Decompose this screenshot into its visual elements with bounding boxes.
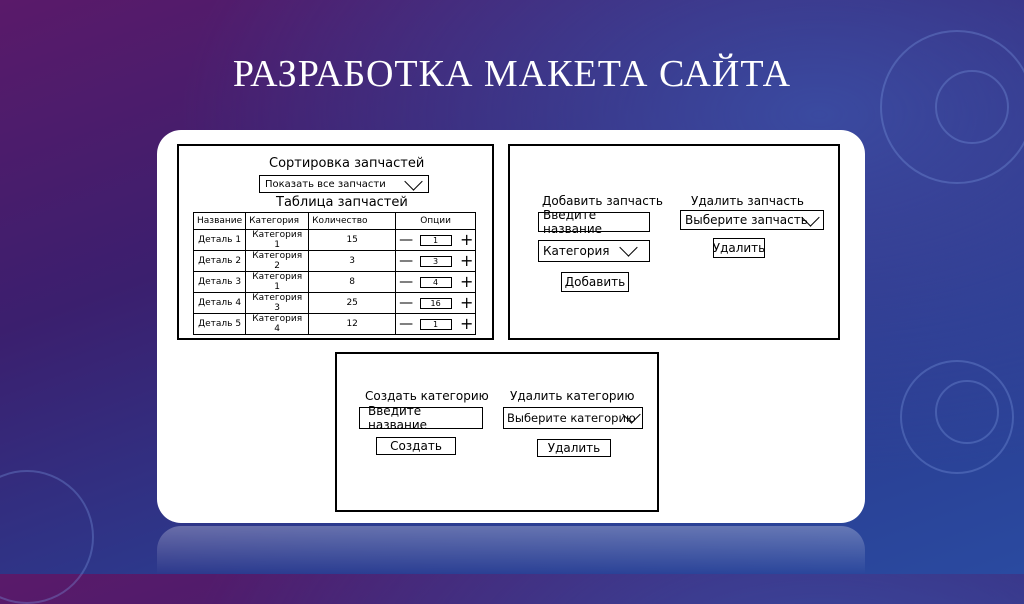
card-reflection [157,526,865,574]
add-part-button[interactable] [561,272,629,292]
plus-icon[interactable]: + [459,314,474,333]
create-category-heading: Создать категорию [365,389,489,403]
column-header: Категория [246,213,309,230]
cell-name: Деталь 3 [194,272,246,293]
table-header-row [194,213,476,230]
minus-icon[interactable]: — [399,316,414,332]
delete-part-select[interactable] [680,210,824,230]
create-category-button[interactable] [376,437,456,455]
cell-options [396,230,476,251]
delete-category-button[interactable] [537,439,611,457]
plus-icon[interactable]: + [459,230,474,249]
cell-quantity: 15 [309,230,396,251]
cell-category: Категория 4 [246,314,309,335]
part-name-input[interactable] [538,208,650,236]
cell-category: Категория 1 [246,230,309,251]
decorative-ring [935,380,999,444]
cell-name: Деталь 1 [194,230,246,251]
table-row [194,314,476,335]
minus-icon[interactable]: — [399,232,414,248]
cell-category: Категория 3 [246,293,309,314]
cell-options [396,314,476,335]
plus-icon[interactable]: + [459,272,474,291]
delete-part-button-label: Удалить [712,241,766,255]
table-row [194,230,476,251]
cell-quantity: 8 [309,272,396,293]
add-part-button-label: Добавить [564,275,626,289]
delete-part-heading: Удалить запчасть [691,194,804,208]
delete-category-heading: Удалить категорию [510,389,635,403]
part-category-value: Категория [543,244,610,258]
delete-category-select[interactable] [503,407,643,429]
parts-table [193,212,476,335]
plus-icon[interactable]: + [459,251,474,270]
part-actions-panel [508,144,840,340]
cell-options [396,272,476,293]
category-panel [335,352,659,512]
quantity-input[interactable]: 3 [420,256,452,267]
cell-category: Категория 1 [246,272,309,293]
cell-options [396,251,476,272]
table-heading: Таблица запчастей [276,195,408,210]
quantity-input[interactable]: 16 [420,298,452,309]
create-category-button-label: Создать [390,439,442,453]
sort-select-value: Показать все запчасти [265,178,386,190]
table-row [194,251,476,272]
quantity-input[interactable]: 1 [420,319,452,330]
slide-title: РАЗРАБОТКА МАКЕТА САЙТА [232,53,792,95]
cell-name: Деталь 4 [194,293,246,314]
cell-quantity: 3 [309,251,396,272]
minus-icon[interactable]: — [399,253,414,269]
sort-heading: Сортировка запчастей [269,156,425,171]
mockup-card [157,130,865,523]
quantity-input[interactable]: 4 [420,277,452,288]
table-row [194,293,476,314]
minus-icon[interactable]: — [399,295,414,311]
chevron-down-icon [404,172,422,190]
column-header: Количество [309,213,396,230]
cell-category: Категория 2 [246,251,309,272]
parts-panel [177,144,494,340]
table-row [194,272,476,293]
chevron-down-icon [619,238,637,256]
cell-options [396,293,476,314]
delete-part-select-value: Выберите запчасть [685,213,808,227]
plus-icon[interactable]: + [459,293,474,312]
cell-quantity: 12 [309,314,396,335]
quantity-input[interactable]: 1 [420,235,452,246]
decorative-ring [0,470,94,604]
cell-name: Деталь 5 [194,314,246,335]
add-part-heading: Добавить запчасть [542,194,663,208]
sort-select[interactable] [259,175,429,193]
cell-quantity: 25 [309,293,396,314]
minus-icon[interactable]: — [399,274,414,290]
column-header: Опции [396,213,476,230]
cell-name: Деталь 2 [194,251,246,272]
delete-category-select-value: Выберите категорию [507,411,636,425]
category-name-placeholder: Введите название [368,404,428,432]
part-category-select[interactable] [538,240,650,262]
category-name-input[interactable] [359,404,483,432]
part-name-placeholder: Введите название [543,208,603,236]
column-header: Название [194,213,246,230]
delete-category-button-label: Удалить [547,441,601,455]
delete-part-button[interactable] [713,238,765,258]
